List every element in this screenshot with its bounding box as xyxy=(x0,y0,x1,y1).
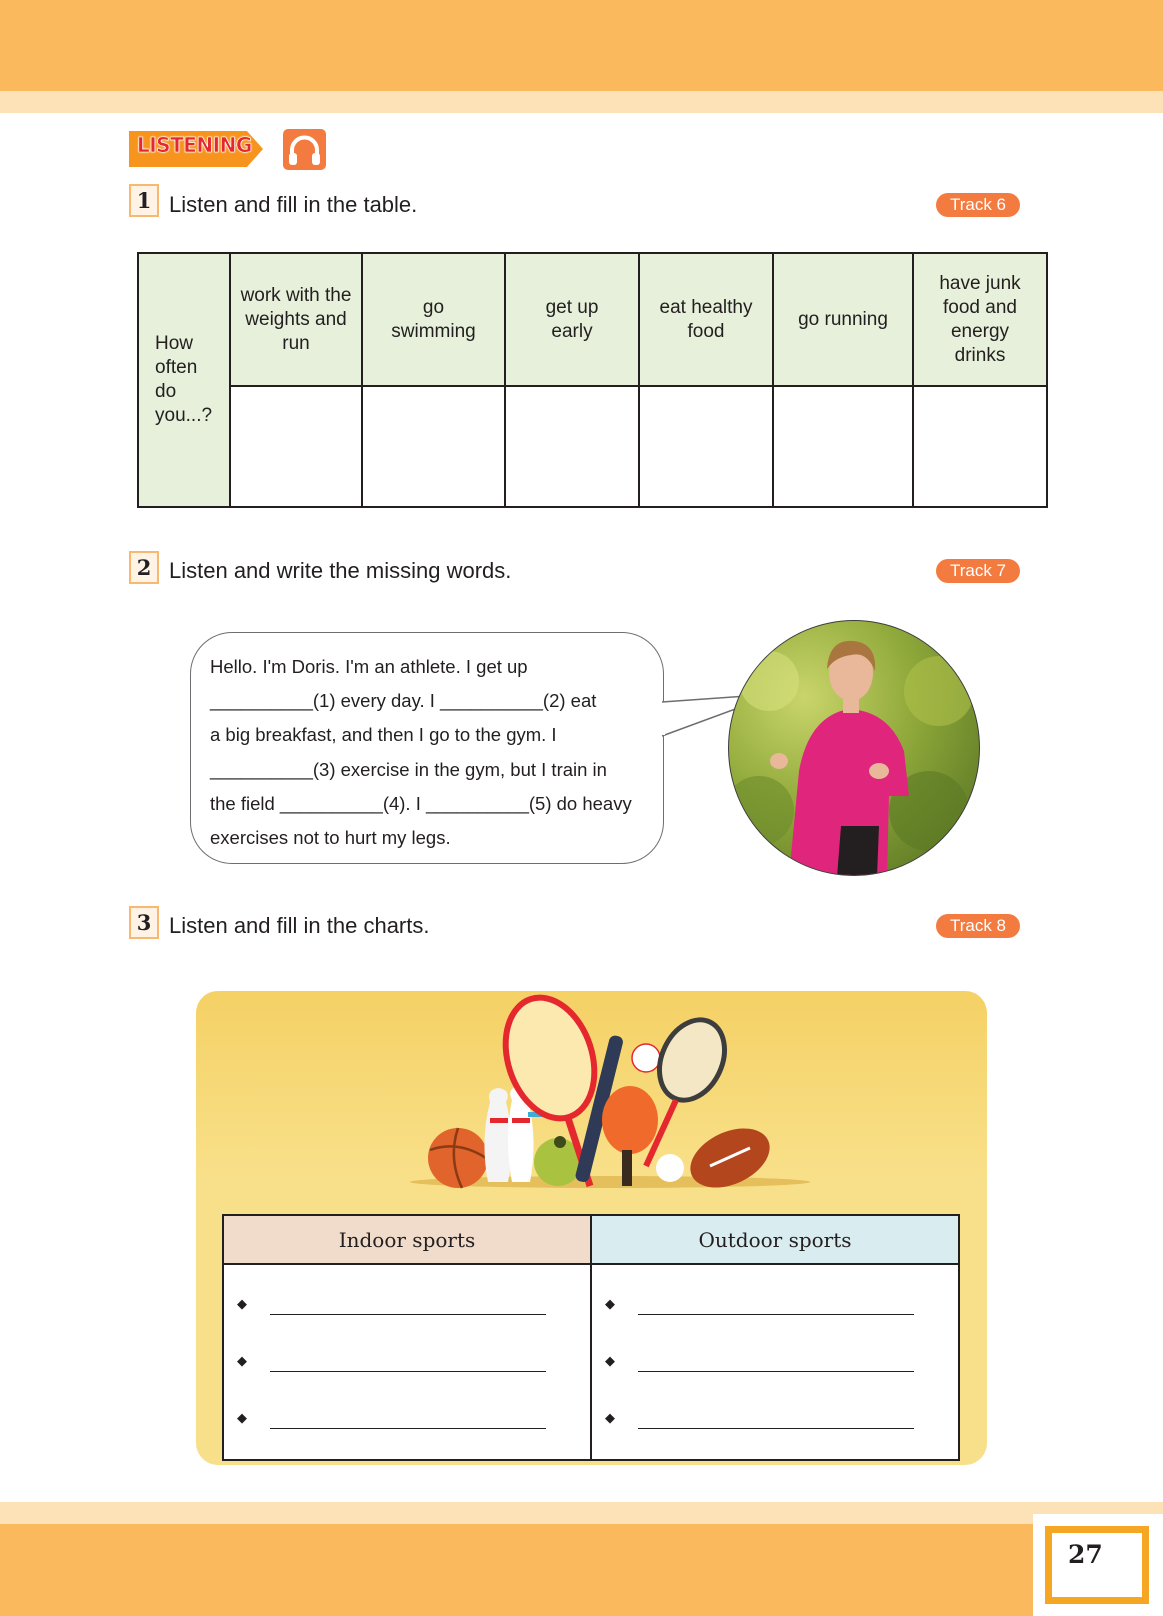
top-header-strip xyxy=(0,91,1163,113)
answer-line[interactable] xyxy=(593,1287,957,1344)
headphones-icon xyxy=(283,129,326,170)
answer-line[interactable] xyxy=(225,1287,589,1344)
section-label: LISTENING xyxy=(137,133,252,157)
exercise-number-badge: 3 xyxy=(129,906,159,939)
bullet: ◆ xyxy=(605,1353,615,1368)
answer-line[interactable] xyxy=(593,1344,957,1401)
column-header: eat healthy food xyxy=(639,253,773,386)
indoor-column xyxy=(223,1264,591,1460)
answer-cell[interactable] xyxy=(230,386,362,507)
row-header: How often do you...? xyxy=(138,253,230,507)
indoor-header: Indoor sports xyxy=(223,1215,591,1264)
answer-line[interactable] xyxy=(225,1401,589,1458)
column-header: work with the weights and run xyxy=(230,253,362,386)
exercise-instruction: Listen and fill in the charts. xyxy=(169,913,430,938)
bullet: ◆ xyxy=(237,1410,247,1425)
track-badge[interactable]: Track 8 xyxy=(936,914,1020,938)
exercise-number-badge: 2 xyxy=(129,551,159,584)
track-badge[interactable]: Track 6 xyxy=(936,193,1020,217)
answer-line[interactable] xyxy=(593,1401,957,1458)
bottom-footer-band xyxy=(0,1524,1163,1616)
page-number: 27 xyxy=(1068,1540,1103,1569)
speech-text xyxy=(210,650,632,855)
bullet: ◆ xyxy=(605,1410,615,1425)
athlete-photo xyxy=(728,620,980,876)
exercise-instruction: Listen and write the missing words. xyxy=(169,558,512,583)
answer-cell[interactable] xyxy=(362,386,505,507)
outdoor-header: Outdoor sports xyxy=(591,1215,959,1264)
outdoor-column xyxy=(591,1264,959,1460)
bullet: ◆ xyxy=(237,1353,247,1368)
speech-line: __________(3) exercise in the gym, but I train in xyxy=(210,758,607,780)
speech-line: __________(1) every day. I __________(2) eat xyxy=(210,690,597,712)
bottom-footer-strip xyxy=(0,1502,1163,1524)
track-badge[interactable]: Track 7 xyxy=(936,559,1020,583)
sports-chart xyxy=(222,1214,960,1461)
bullet: ◆ xyxy=(605,1296,615,1311)
answer-cell[interactable] xyxy=(913,386,1047,507)
answer-cell[interactable] xyxy=(773,386,913,507)
column-header: have junk food and energy drinks xyxy=(913,253,1047,386)
exercise-number-badge: 1 xyxy=(129,184,159,217)
column-header: go swimming xyxy=(362,253,505,386)
speech-line: Hello. I'm Doris. I'm an athlete. I get up xyxy=(210,656,528,677)
speech-line: exercises not to hurt my legs. xyxy=(210,827,451,849)
bullet: ◆ xyxy=(237,1296,247,1311)
speech-line: the field __________(4). I __________(5) do heavy xyxy=(210,792,632,814)
sports-equipment-illustration xyxy=(400,990,820,1200)
answer-cell[interactable] xyxy=(639,386,773,507)
frequency-table xyxy=(137,252,1048,508)
answer-line[interactable] xyxy=(225,1344,589,1401)
exercise-instruction: Listen and fill in the table. xyxy=(169,192,418,217)
answer-cell[interactable] xyxy=(505,386,639,507)
speech-line: a big breakfast, and then I go to the gym. I xyxy=(210,724,557,746)
column-header: go running xyxy=(773,253,913,386)
top-header-band xyxy=(0,0,1163,91)
column-header: get up early xyxy=(505,253,639,386)
